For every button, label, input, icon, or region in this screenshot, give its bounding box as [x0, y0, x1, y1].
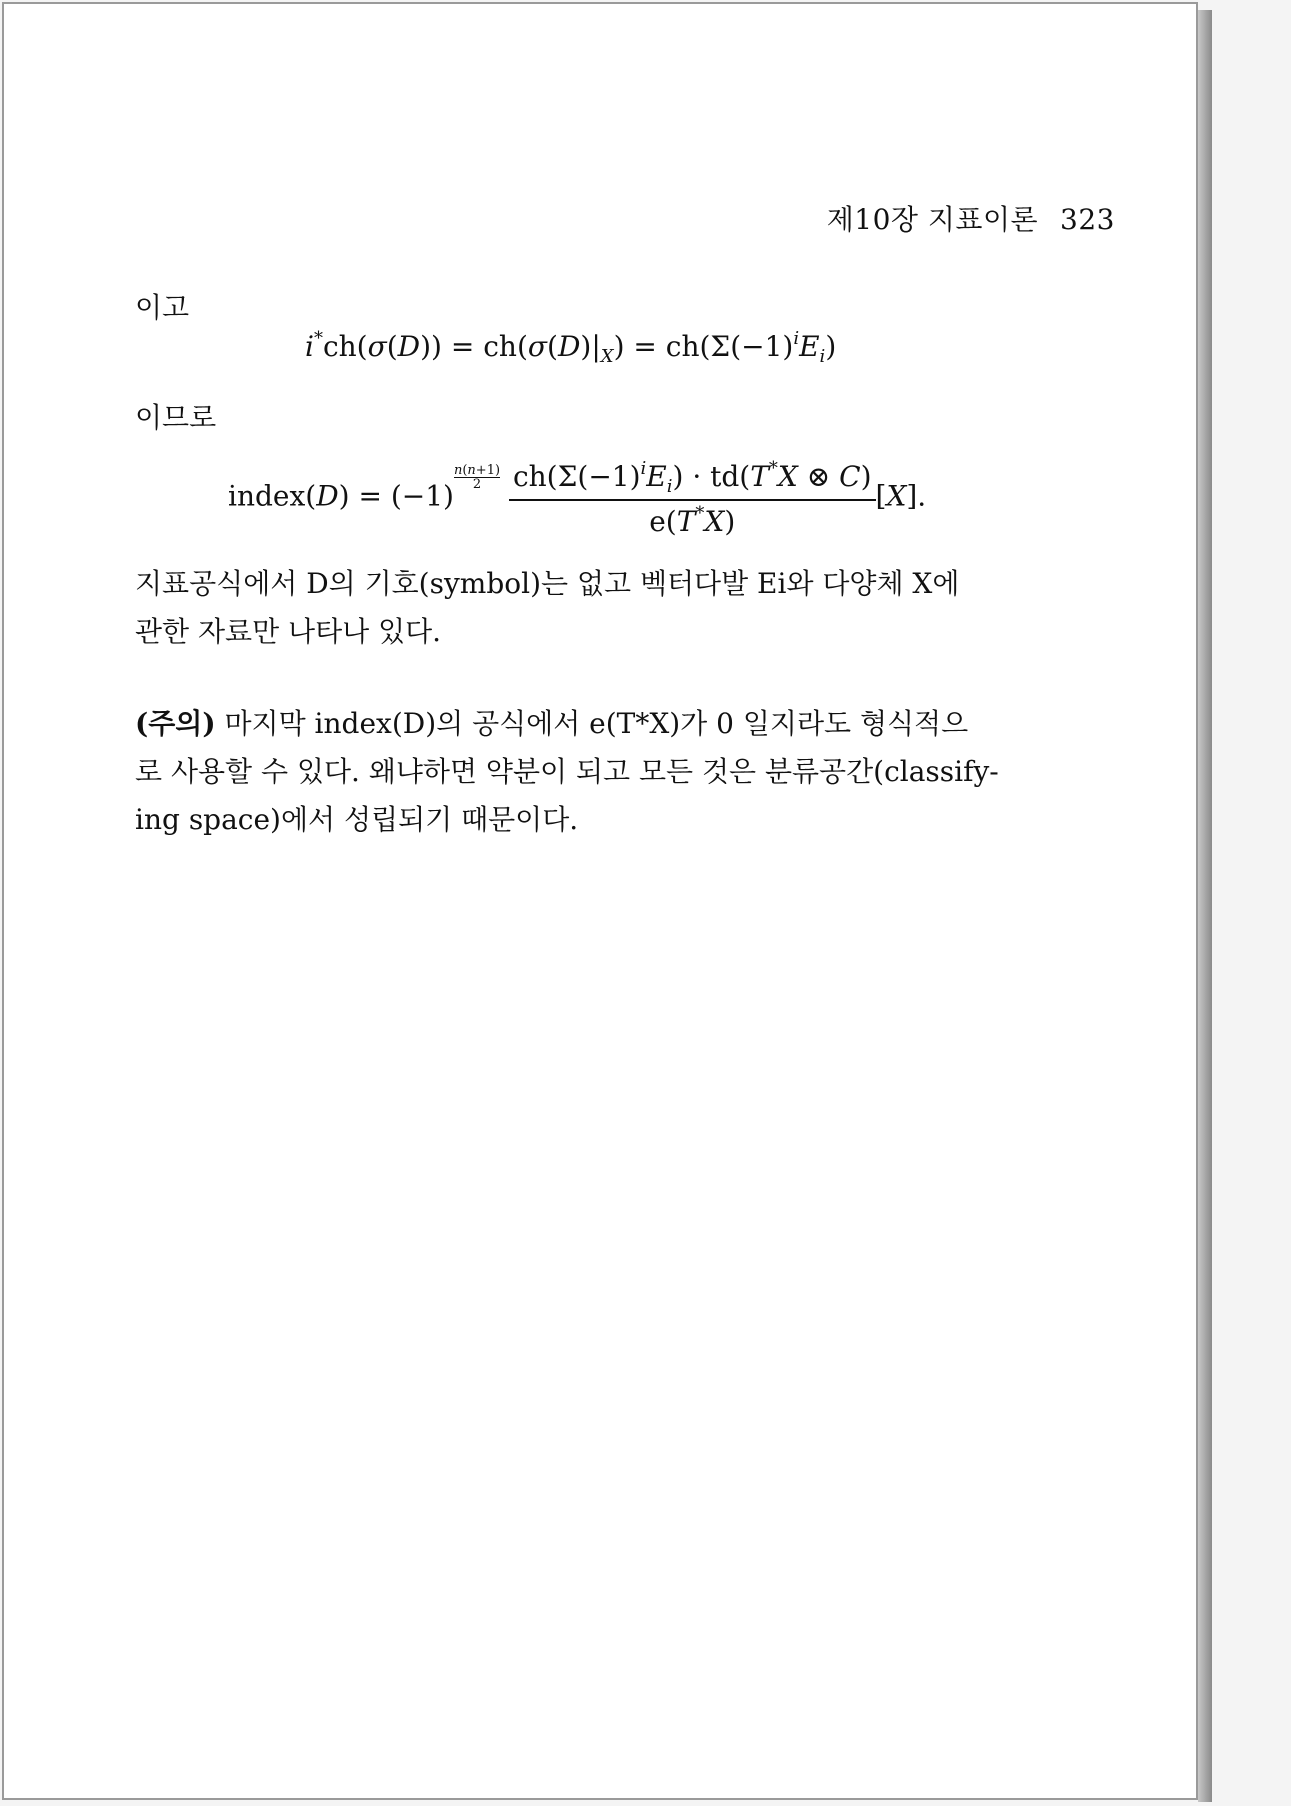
chapter-title: 제10장 지표이론	[826, 203, 1039, 236]
page-edge-shadow	[1198, 10, 1212, 1802]
text-imuro: 이므로	[135, 401, 217, 434]
paragraph-1-line-1: 지표공식에서 D의 기호(symbol)는 없고 벡터다발 Ei와 다양체 X에	[135, 567, 960, 600]
page-number: 323	[1060, 203, 1115, 236]
note-label: (주의)	[135, 707, 216, 740]
equation-2: index(D) = (−1) $\frac{n(n+1)}{2}$ $\frac{ch(\Sigma(-1)^iE_i) \cdot td(T^*X \otimes C)}{e(T^*X)}$ [X].	[228, 458, 927, 538]
paragraph-1	[135, 560, 1030, 656]
page-header	[827, 198, 1115, 238]
paragraph-1-line-2: 관한 자료만 나타나 있다.	[135, 615, 442, 648]
equation-1: $i^*ch(\sigma(D)) = ch(\sigma(D)|_X) = ch(\Sigma(-1)^iE_i)$	[305, 328, 837, 367]
paragraph-2-line-1: (주의) 마지막 index(D)의 공식에서 e(T*X)가 0 일지라도 형식적으	[135, 707, 969, 740]
paragraph-2-line-3: ing space)에서 성립되기 때문이다.	[135, 803, 579, 836]
document-page	[2, 2, 1198, 1800]
paragraph-2-line-2: 로 사용할 수 있다. 왜냐하면 약분이 되고 모든 것은 분류공간(classify-	[135, 755, 999, 788]
paragraph-2	[135, 700, 1030, 844]
text-igo: 이고	[135, 291, 190, 324]
